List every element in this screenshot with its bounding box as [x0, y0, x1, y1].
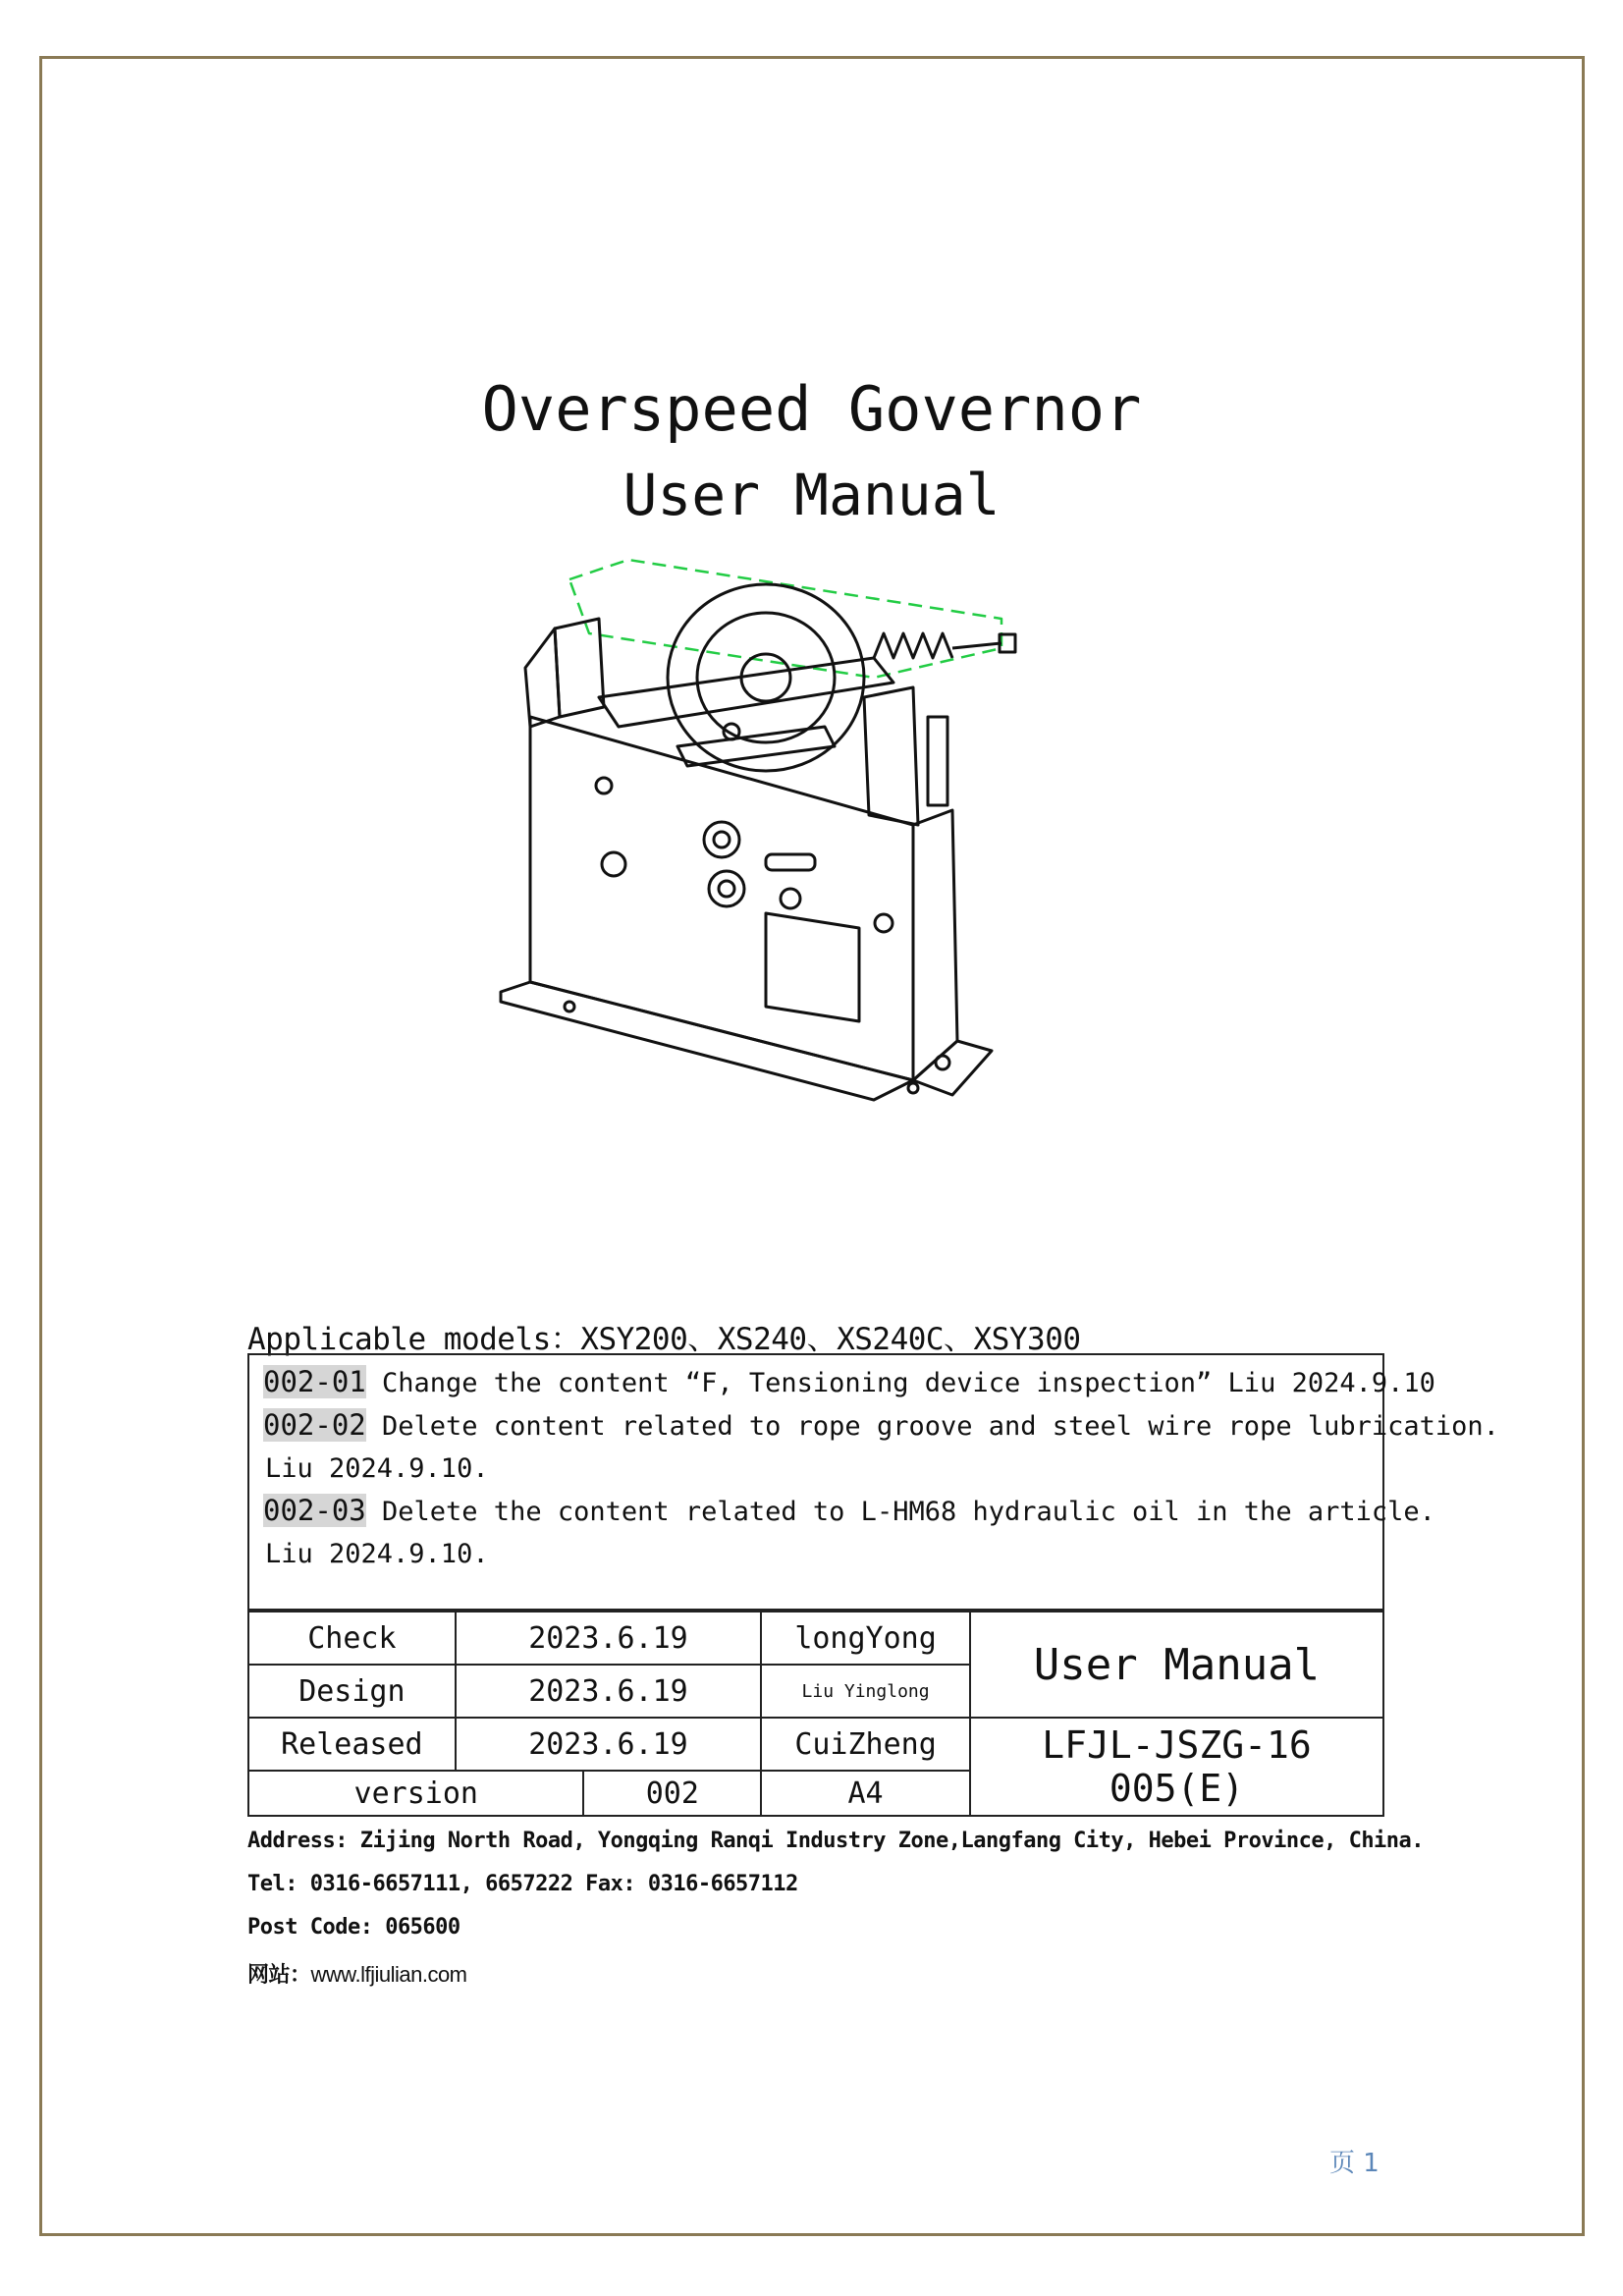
revision-history-box: [247, 1353, 1499, 1611]
revision-code: 002-01: [263, 1365, 366, 1398]
revision-text: Delete content related to rope groove and steel wire rope lubrication.: [365, 1411, 1499, 1442]
applicable-models: Applicable models：XSY200、XS240、XS240C、XSY300: [247, 1322, 1081, 1357]
revision-entry: [263, 1490, 1435, 1533]
company-post-code: Post Code: 065600: [247, 1915, 460, 1940]
title-block-row: [248, 1612, 1383, 1665]
revision-author: Liu 2024.9.10.: [265, 1539, 489, 1569]
document-subtitle: User Manual: [622, 462, 1001, 528]
title-block-table: [247, 1611, 1384, 1817]
website-url[interactable]: www.lfjiulian.com: [310, 1962, 467, 1987]
title-block-row: [248, 1718, 1383, 1771]
revision-code: 002-03: [263, 1494, 366, 1527]
paper-size: A4: [761, 1771, 970, 1816]
released-name: CuiZheng: [761, 1718, 970, 1771]
version-label: version: [248, 1771, 583, 1816]
released-label: Released: [248, 1718, 456, 1771]
revision-entry: [263, 1404, 1499, 1448]
doc-code-cell: LFJL-JSZG-16 005(E): [970, 1718, 1383, 1816]
check-label: Check: [248, 1612, 456, 1665]
revision-author: Liu 2024.9.10.: [265, 1453, 489, 1484]
document-title: Overspeed Governor: [481, 373, 1142, 445]
released-date: 2023.6.19: [456, 1718, 761, 1771]
design-label: Design: [248, 1665, 456, 1718]
check-date: 2023.6.19: [456, 1612, 761, 1665]
design-date: 2023.6.19: [456, 1665, 761, 1718]
revision-entry: [263, 1361, 1435, 1404]
revision-code: 002-02: [263, 1408, 366, 1442]
doc-title-cell: User Manual: [970, 1612, 1383, 1718]
company-phone-fax: Tel: 0316-6657111, 6657222 Fax: 0316-6657112: [247, 1872, 798, 1896]
website-label: 网站：: [247, 1963, 311, 1988]
company-website: [247, 1958, 467, 1989]
revision-text: Change the content “F, Tensioning device inspection” Liu 2024.9.10: [365, 1368, 1435, 1398]
design-name: Liu Yinglong: [761, 1665, 970, 1718]
company-address: Address: Zijing North Road, Yongqing Ranqi Industry Zone,Langfang City, Hebei Province, China.: [247, 1829, 1425, 1853]
check-name: longYong: [761, 1612, 970, 1665]
version-value: 002: [583, 1771, 761, 1816]
page-number: 页 1: [1329, 2149, 1380, 2178]
overspeed-governor-drawing: [481, 550, 1070, 1110]
revision-text: Delete the content related to L-HM68 hydraulic oil in the article.: [365, 1497, 1435, 1527]
